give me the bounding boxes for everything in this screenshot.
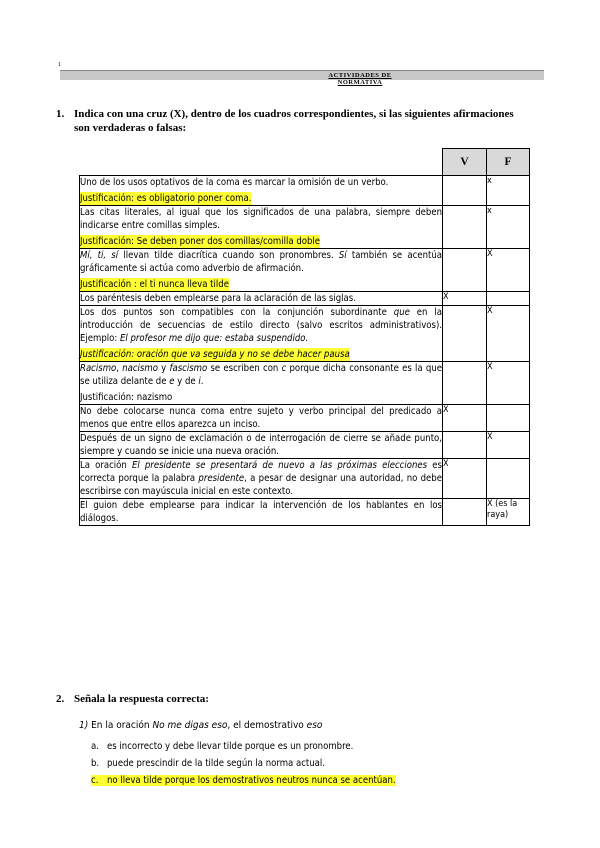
statement-cell	[80, 362, 443, 405]
f-cell[interactable]: X	[487, 432, 530, 459]
italic-text: No me digas eso	[152, 720, 228, 731]
page-title	[60, 72, 600, 86]
italic-text: Mí, ti, sí	[80, 250, 119, 261]
f-cell[interactable]: x	[487, 206, 530, 249]
statement-cell	[80, 405, 443, 432]
italic-text: e	[169, 376, 175, 387]
text-run: La oración	[80, 460, 132, 471]
text-run: ,	[116, 363, 123, 374]
option-c[interactable]	[91, 775, 396, 786]
question-number: 1.	[56, 108, 65, 120]
text-run: es correcta porque la palabra	[80, 460, 442, 484]
statement-text: Después de un signo de exclamación o de interrogación de cierre se añade punto, siempre y cuando se inicie una nueva oración.	[80, 433, 442, 457]
question-number: 2.	[56, 693, 65, 705]
question-2	[56, 693, 209, 705]
header-f: F	[487, 149, 530, 176]
text-run: también se acentúa gráficamente si actúa como adverbio de afirmación.	[80, 250, 442, 274]
f-cell[interactable]: X	[487, 306, 530, 362]
text-run: porque dicha consonante es la que se utiliza delante de	[80, 363, 442, 387]
v-cell[interactable]: X	[443, 292, 487, 306]
v-cell[interactable]	[443, 362, 487, 405]
statement-cell	[80, 459, 443, 499]
italic-text: i	[198, 376, 201, 387]
option-letter: a.	[91, 741, 99, 752]
f-cell[interactable]: X	[487, 362, 530, 405]
table-row	[80, 459, 530, 499]
v-cell[interactable]: X	[443, 405, 487, 432]
statement-text: El guion debe emplearse para indicar la intervención de los hablantes en los diálogos.	[80, 500, 442, 524]
table-row	[80, 176, 530, 206]
statement-text	[80, 250, 442, 274]
italic-text: Racismo	[80, 363, 117, 374]
question-1	[56, 107, 532, 135]
f-cell[interactable]: X	[487, 249, 530, 292]
v-cell[interactable]	[443, 306, 487, 362]
table-row	[80, 249, 530, 292]
page-number: 1	[58, 62, 61, 68]
table-row	[80, 499, 530, 526]
italic-text: El presidente se presentará de nuevo a las próximas elecciones	[131, 460, 428, 471]
text-run: y de	[174, 376, 199, 387]
v-cell[interactable]	[443, 176, 487, 206]
text-run: , el demostrativo	[227, 720, 307, 731]
f-cell[interactable]	[487, 292, 530, 306]
option-highlight	[91, 775, 396, 786]
v-cell[interactable]: X	[443, 459, 487, 499]
statement-text	[80, 363, 442, 387]
text-run: , a pesar de designar una autoridad, no debe escribirse con mayúscula inicial en este contexto.	[80, 473, 442, 497]
text-run: se escriben con	[207, 363, 282, 374]
statement-text: Los paréntesis deben emplearse para la aclaración de las siglas.	[80, 293, 356, 304]
sub-question-1	[79, 720, 322, 731]
option-a[interactable]	[91, 741, 353, 752]
statement-cell	[80, 306, 443, 362]
statement-cell	[80, 176, 443, 206]
statement-text: Uno de los usos optativos de la coma es marcar la omisión de un verbo.	[80, 177, 389, 188]
option-b[interactable]	[91, 758, 325, 769]
italic-text: presidente	[198, 473, 245, 484]
statement-text: Las citas literales, al igual que los significados de una palabra, siempre deben indicarse entre comillas simples.	[80, 207, 442, 231]
statement-cell	[80, 292, 443, 306]
sub-question-number: 1)	[79, 720, 89, 731]
question-text: Señala la respuesta correcta:	[74, 693, 209, 705]
table-row	[80, 306, 530, 362]
table-row	[80, 362, 530, 405]
justification-text: Justificación : el ti nunca lleva tilde	[80, 279, 229, 290]
option-text: no lleva tilde porque los demostrativos neutros nunca se acentúan.	[107, 775, 396, 786]
statement-text	[80, 307, 442, 344]
statement-cell	[80, 499, 443, 526]
header-v: V	[443, 149, 487, 176]
option-letter: b.	[91, 758, 100, 769]
option-letter: c.	[91, 775, 99, 786]
text-run: y	[157, 363, 170, 374]
header-blank-cell	[80, 149, 443, 176]
table-row	[80, 432, 530, 459]
italic-text: eso	[306, 720, 323, 731]
justification-text: Justificación: Se deben poner dos comillas/comilla doble	[80, 236, 321, 247]
f-cell[interactable]: X (es la raya)	[487, 499, 530, 526]
justification-text: Justificación: nazismo	[80, 392, 173, 403]
text-run: .	[200, 376, 204, 387]
italic-text: que	[393, 307, 410, 318]
text-run: En la oración	[88, 720, 153, 731]
table-row	[80, 405, 530, 432]
v-cell[interactable]	[443, 206, 487, 249]
option-text: puede prescindir de la tilde según la norma actual.	[107, 758, 326, 769]
italic-text: El profesor me dijo que: estaba suspendido.	[120, 333, 309, 344]
table-row	[80, 292, 530, 306]
italic-text: fascismo	[169, 363, 208, 374]
justification-text: Justificación: es obligatorio poner coma.	[80, 193, 252, 204]
f-cell[interactable]: x	[487, 176, 530, 206]
text-run: llevan tilde diacrítica cuando son pronombres.	[118, 250, 339, 261]
f-cell[interactable]	[487, 459, 530, 499]
table-row	[80, 206, 530, 249]
f-cell[interactable]	[487, 405, 530, 432]
title-line-1: ACTIVIDADES DE	[328, 72, 392, 79]
text-run: Los dos puntos son compatibles con la conjunción subordinante	[80, 307, 394, 318]
v-cell[interactable]	[443, 249, 487, 292]
true-false-table	[79, 148, 530, 526]
statement-text	[80, 460, 442, 497]
italic-text: Sí	[338, 250, 347, 261]
text-run: en la introducción de secuencias de estilo directo (salvo escritos administrativos). Ejemplo:	[80, 307, 442, 344]
v-cell[interactable]	[443, 432, 487, 459]
statement-cell	[80, 432, 443, 459]
title-line-2: NORMATIVA	[337, 79, 383, 86]
question-text: Indica con una cruz (X), dentro de los cuadros correspondientes, si las siguientes afirmaciones son verdaderas o falsas:	[74, 108, 514, 134]
table-header-row	[80, 149, 530, 176]
justification-text: Justificación: oración que va seguida y no se debe hacer pausa	[80, 349, 350, 360]
italic-text: nacismo	[122, 363, 158, 374]
option-text: es incorrecto y debe llevar tilde porque es un pronombre.	[107, 741, 354, 752]
statement-text: No debe colocarse nunca coma entre sujeto y verbo principal del predicado a menos que entre ellos aparezca un inciso.	[80, 406, 442, 430]
v-cell[interactable]	[443, 499, 487, 526]
statement-cell	[80, 249, 443, 292]
statement-cell	[80, 206, 443, 249]
italic-text: c	[281, 363, 287, 374]
